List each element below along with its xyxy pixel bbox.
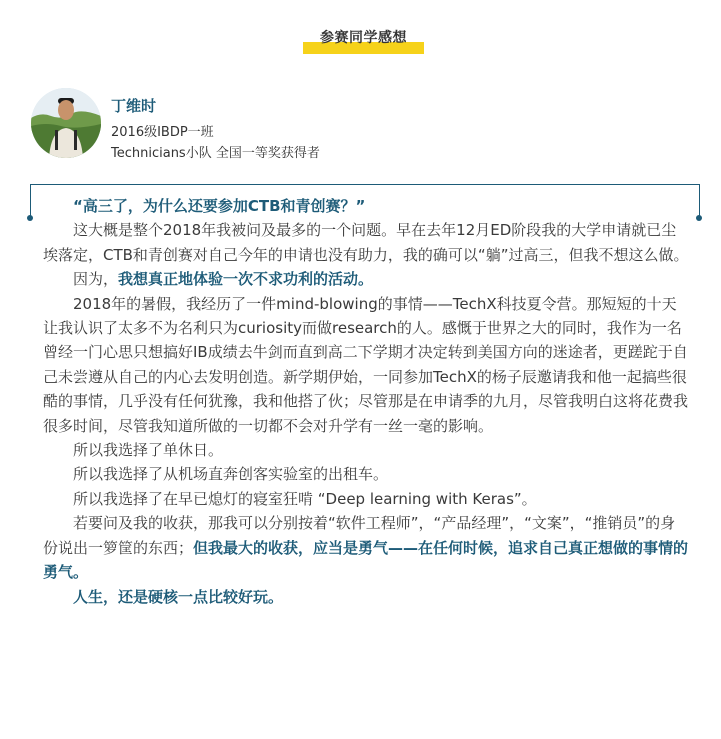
article-paragraph: 所以我选择了单休日。	[73, 441, 224, 460]
article-paragraph: 2018年的暑假，我经历了一件mind-blowing的事情——TechX科技夏令营。那短短的十天让我认识了太多不为名利只为curiosity而做research的人。感慨于世界之大的同时，我作为一名曾经一门心思只想搞好IB成绩去牛剑而直到高二下学期才决定转到美国方向的迷途者，更蹉跎于自己未尝遵从自己的内心去发明创造。新学期伊始，一同参加TechX的杨子辰邀请我和他一起搞些很酷的事情，几乎没有任何犹豫，我和他搭了伙；尽管那是在申请季的九月，尽管我明白这将花费我很多时间，尽管我知道所做的一切都不会对升学有一丝一毫的影响。	[43, 294, 689, 435]
emphasis-text: 但我最大的收获，应当是勇气——在任何时候，追求自己真正想做的事情的勇气。	[43, 538, 689, 582]
avatar	[31, 88, 101, 158]
bracket-left-dot	[27, 215, 33, 221]
bracket-left-line	[30, 184, 31, 218]
article-paragraph	[43, 267, 689, 291]
article-question: “高三了，为什么还要参加CTB和青创赛？”	[73, 197, 366, 215]
text-fragment: 若要问及我的收获，那我可以分别按着“软件工程师”，“产品经理”，“文案”，“推销员”的身份说出一箩筐的东西；	[43, 514, 676, 557]
article-body	[43, 194, 689, 609]
bracket-right-line	[699, 184, 700, 218]
article-paragraph: 所以我选择了从机场直奔创客实验室的出租车。	[73, 465, 389, 484]
emphasis-text: 我想真正地体验一次不求功利的活动。	[118, 270, 374, 289]
section-title-badge	[303, 24, 424, 54]
bracket-right-dot	[696, 215, 702, 221]
article-paragraph: 这大概是整个2018年我被问及最多的一个问题。早在去年12月ED阶段我的大学申请就已尘埃落定，CTB和青创赛对自己今年的申请也没有助力，我的确可以“躺”过高三，但我不想这么做。	[43, 221, 689, 264]
profile-class: 2016级IBDP一班	[111, 125, 214, 140]
section-title: 参赛同学感想	[320, 30, 407, 46]
profile-name: 丁维时	[111, 97, 157, 115]
avatar-photo	[31, 88, 101, 158]
article-paragraph: 所以我选择了在早已熄灯的寝室狂啃 “Deep learning with Keras”。	[73, 489, 537, 508]
article-paragraph	[43, 511, 689, 584]
profile-award: Technicians小队 全国一等奖获得者	[111, 146, 320, 161]
article-closing: 人生，还是硬核一点比较好玩。	[73, 587, 284, 606]
bracket-top-line	[30, 184, 700, 185]
text-fragment: 因为，	[73, 270, 119, 289]
